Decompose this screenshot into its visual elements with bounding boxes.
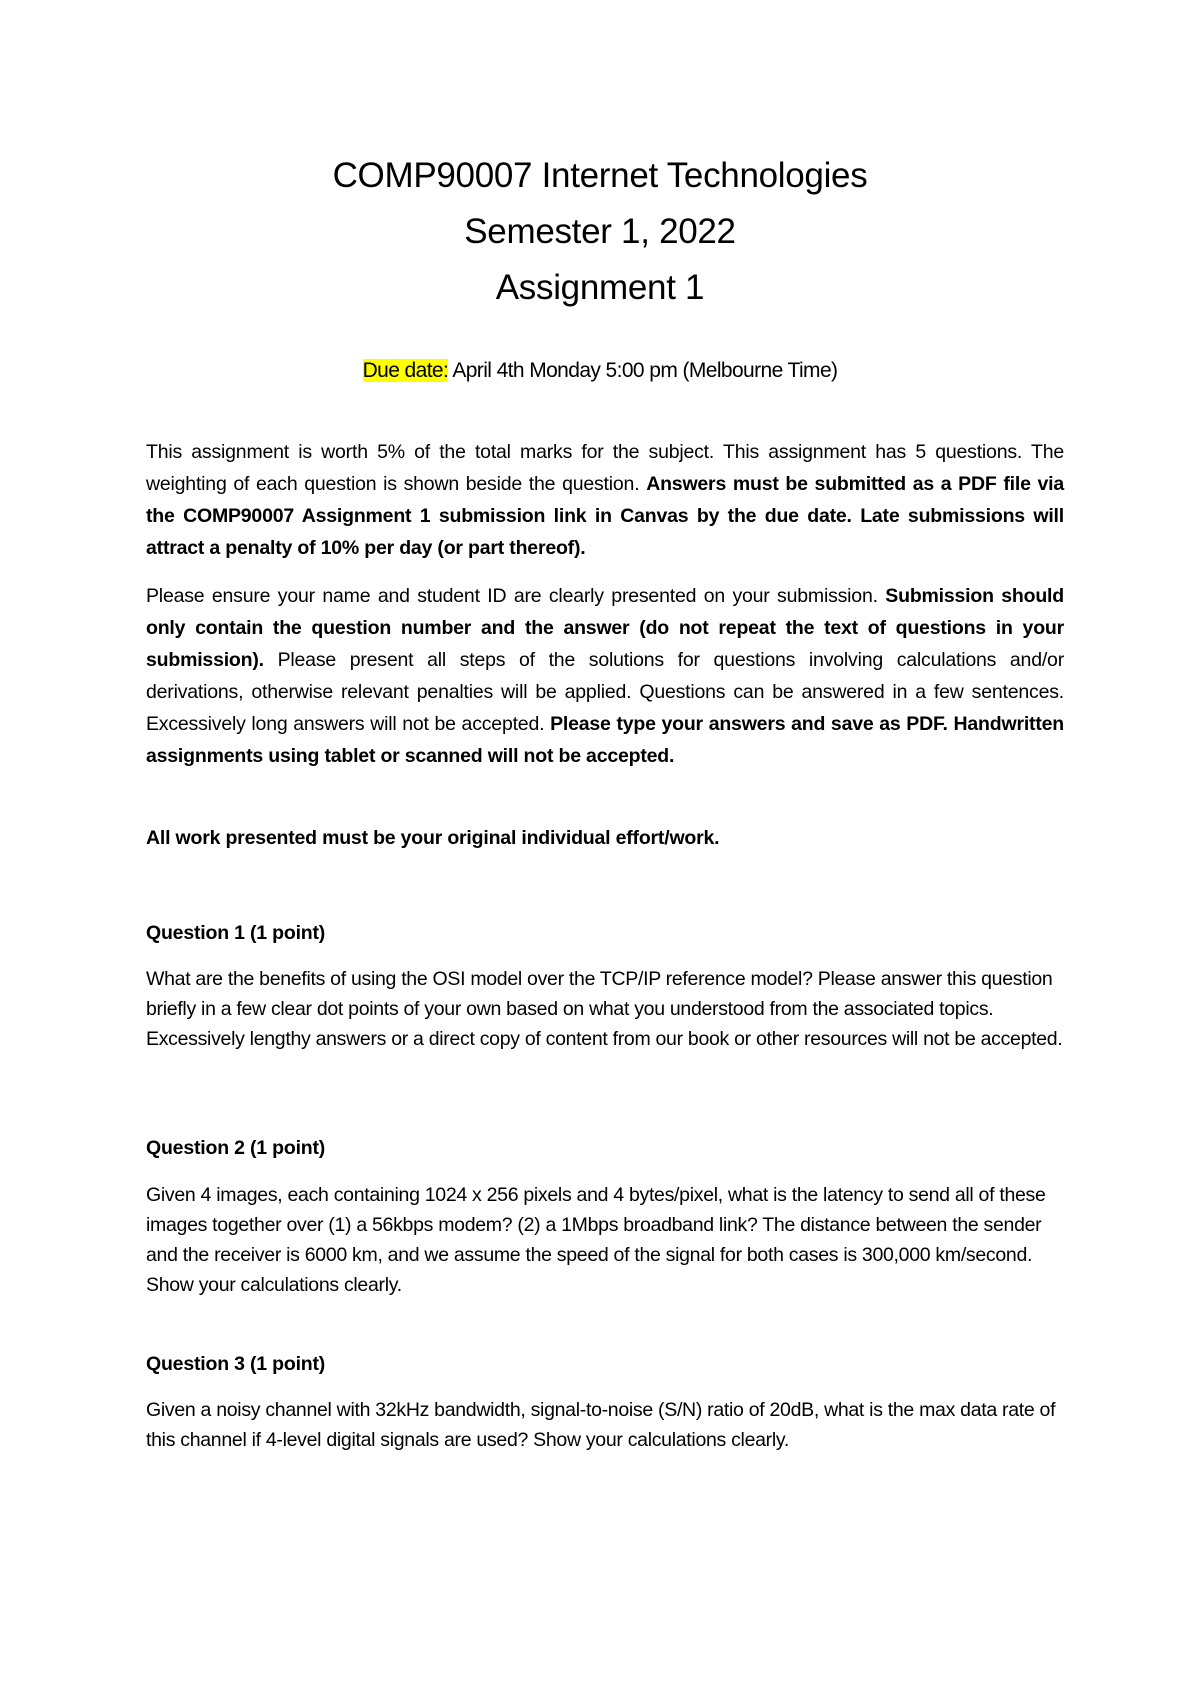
question-2-heading: Question 2 (1 point) <box>146 1137 326 1159</box>
intro-p1-bold: Answers must be submitted as a PDF file via the COMP90007 Assignment 1 submission link in Canvas by the due date. Late submissions will attract a penalty of 10% per day (or part thereof). <box>146 473 1065 559</box>
question-1-heading: Question 1 (1 point) <box>146 922 326 944</box>
semester-title: Semester 1, 2022 <box>464 212 736 251</box>
intro-paragraph-2 <box>146 580 1064 772</box>
due-date-value: April 4th Monday 5:00 pm (Melbourne Time) <box>448 359 838 382</box>
intro-p2-bold-b: Please type your answers and save as PDF. Handwritten assignments using tablet or scanned will not be accepted. <box>146 713 1064 767</box>
question-1-text: What are the benefits of using the OSI model over the TCP/IP reference model? Please answer this question briefly in a few clear dot points of your own based on what you understood from the associated topics. Excessively lengthy answers or a direct copy of content from our book or other resources will not be accepted. <box>146 968 1063 1050</box>
question-2-text: Given 4 images, each containing 1024 x 256 pixels and 4 bytes/pixel, what is the latency to send all of these images together over (1) a 56kbps modem? (2) a 1Mbps broadband link? The distance between the sender and the receiver is 6000 km, and we assume the speed of the signal for both cases is 300,000 km/second. Show your calculations clearly. <box>146 1184 1046 1296</box>
assignment-title: Assignment 1 <box>495 268 705 307</box>
intro-paragraph-1 <box>146 436 1064 564</box>
question-3-text: Given a noisy channel with 32kHz bandwidth, signal-to-noise (S/N) ratio of 20dB, what is the max data rate of this channel if 4-level digital signals are used? Show your calculations clearly. <box>146 1399 1056 1451</box>
title-block <box>0 148 1200 316</box>
intro-p1-text: This assignment is worth 5% of the total marks for the subject. This assignment has 5 questions. The weighting of each question is shown beside the question. <box>146 441 1064 495</box>
intro-paragraph-3: All work presented must be your original individual effort/work. <box>146 827 720 849</box>
due-date-label: Due date: <box>362 359 449 382</box>
due-date-line <box>0 356 1200 386</box>
intro-p2-text-a: Please ensure your name and student ID are clearly presented on your submission. <box>146 585 886 607</box>
intro-p2-bold-a: Submission should only contain the question number and the answer (do not repeat the text of questions in your submission). <box>146 585 1064 671</box>
course-title: COMP90007 Internet Technologies <box>332 156 868 195</box>
question-3-heading: Question 3 (1 point) <box>146 1353 326 1375</box>
intro-p2-text-b: Please present all steps of the solutions for questions involving calculations and/or derivations, otherwise relevant penalties will be applied. Questions can be answered in a few sentences. Excessively long answers will not be accepted. <box>146 649 1064 735</box>
